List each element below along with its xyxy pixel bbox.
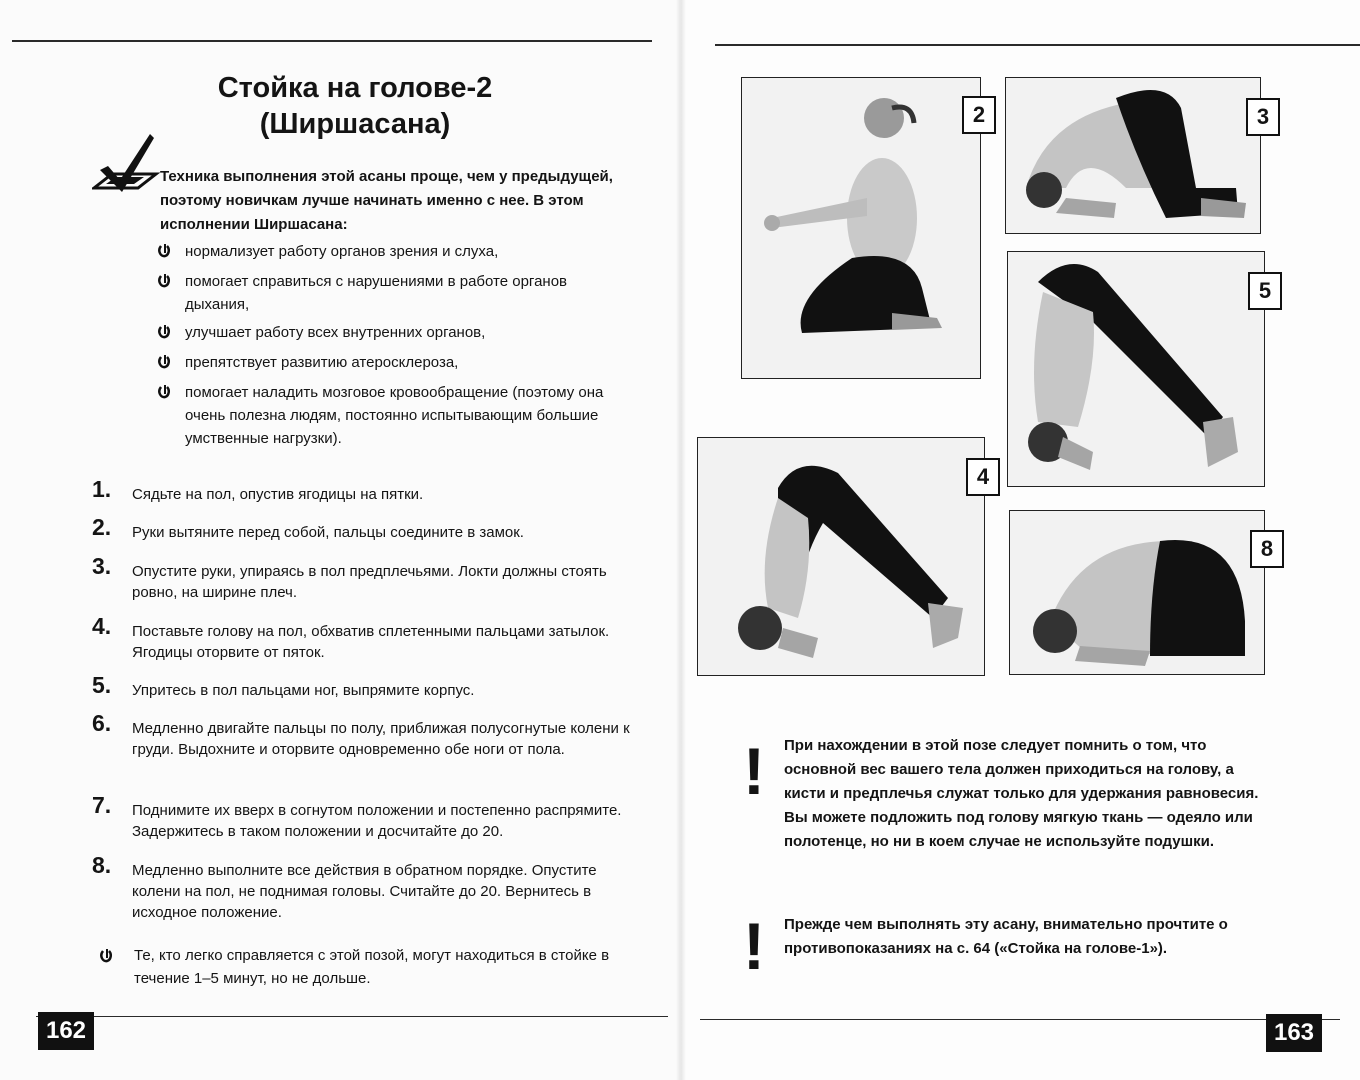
benefit-text: помогает справиться с нарушениями в работе органов дыхания, (185, 273, 568, 313)
top-rule (12, 40, 652, 42)
bullet-icon (158, 244, 172, 258)
note-item (100, 944, 630, 990)
step-text: Сядьте на пол, опустив ягодицы на пятки. (132, 486, 424, 503)
page-number-left: 162 (38, 1012, 94, 1050)
step-item (92, 710, 632, 760)
step-number: 8. (92, 852, 112, 878)
bullet-icon (158, 385, 172, 399)
photo-label-3: 3 (1246, 98, 1280, 136)
page-title (140, 70, 570, 142)
warning-text-1: При нахождении в этой позе следует помнить о том, что основной вес вашего тела должен приходиться на голову, а кисти и предплечья служат только для удержания равновесия. Вы можете подложить под голову мягкую ткань — одеяло или полотенце, но ни в коем случае не используйте подушки. (784, 737, 1259, 850)
photo-step-3 (1005, 77, 1261, 234)
benefit-item (158, 381, 628, 450)
step-number: 1. (92, 476, 112, 502)
step-text: Медленно двигайте пальцы по полу, приближая полусогнутые колени к груди. Выдохните и оторвите одновременно обе ноги от пола. (132, 720, 630, 758)
child-pose-icon (1010, 511, 1264, 674)
photo-step-5 (1007, 251, 1265, 487)
checkmark-icon (92, 130, 162, 200)
step-item (92, 514, 632, 543)
step-item (92, 792, 632, 842)
photo-label-5: 5 (1248, 272, 1282, 310)
step-number: 5. (92, 672, 112, 698)
step-number: 3. (92, 553, 112, 579)
photo-label-4: 4 (966, 458, 1000, 496)
step-text: Медленно выполните все действия в обратном порядке. Опустите колени на пол, не поднимая головы. Считайте до 20. Вернитесь в исходное положение. (132, 862, 597, 921)
benefit-text: нормализует работу органов зрения и слуха, (185, 243, 499, 260)
right-page (680, 0, 1360, 1080)
step-text: Поднимите их вверх в согнутом положении и постепенно распрямите. Задержитесь в таком положении и досчитайте до 20. (132, 802, 622, 840)
benefit-item (158, 351, 628, 374)
warning-icon: ! (743, 734, 765, 808)
benefit-text: улучшает работу всех внутренних органов, (185, 324, 486, 341)
step-item (92, 613, 632, 663)
step-number: 4. (92, 613, 112, 639)
top-rule (715, 44, 1360, 46)
photo-step-2 (741, 77, 981, 379)
step-text: Руки вытяните перед собой, пальцы соедините в замок. (132, 524, 524, 541)
intro-text: Техника выполнения этой асаны проще, чем у предыдущей, поэтому новичкам лучше начинать именно с нее. В этом исполнении Ширшасана: (160, 168, 613, 233)
hips-raised-legs-straight-icon (1008, 252, 1264, 486)
step-number: 7. (92, 792, 112, 818)
photo-label-8: 8 (1250, 530, 1284, 568)
photo-step-8 (1009, 510, 1265, 675)
kneeling-arms-extended-icon (742, 78, 980, 378)
step-number: 6. (92, 710, 112, 736)
photo-label-2: 2 (962, 96, 996, 134)
bottom-rule (36, 1016, 668, 1017)
warning-icon: ! (743, 909, 765, 983)
head-down-forearms-icon (1006, 78, 1260, 233)
step-item (92, 476, 632, 505)
bullet-icon (158, 355, 172, 369)
title-line-1: Стойка на голове-2 (217, 72, 493, 104)
bullet-icon (100, 949, 114, 963)
bullet-icon (158, 325, 172, 339)
step-text: Упритесь в пол пальцами ног, выпрямите корпус. (132, 682, 475, 699)
photo-step-4 (697, 437, 985, 676)
step-text: Поставьте голову на пол, обхватив сплетенными пальцами затылок. Ягодицы оторвите от пяток. (132, 623, 610, 661)
bottom-rule (700, 1019, 1340, 1020)
walking-feet-closer-icon (698, 438, 984, 675)
title-line-2: (Ширшасана) (259, 108, 451, 140)
page-number-right: 163 (1266, 1014, 1322, 1052)
benefit-text: помогает наладить мозговое кровообращение (поэтому она очень полезна людям, постоянно испытывающим большие умственные нагрузки). (185, 384, 604, 447)
step-text: Опустите руки, упираясь в пол предплечьями. Локти должны стоять ровно, на ширине плеч. (132, 563, 607, 601)
step-number: 2. (92, 514, 112, 540)
benefit-item (158, 321, 628, 344)
benefit-item (158, 240, 628, 263)
step-item (92, 852, 632, 923)
step-item (92, 553, 632, 603)
note-text: Те, кто легко справляется с этой позой, могут находиться в стойке в течение 1–5 минут, но не дольше. (134, 947, 610, 987)
step-item (92, 672, 632, 701)
warning-text-2: Прежде чем выполнять эту асану, внимательно прочтите о противопоказаниях на с. 64 («Стойка на голове-1»). (784, 916, 1228, 957)
book-gutter (676, 0, 686, 1080)
benefit-text: препятствует развитию атеросклероза, (185, 354, 459, 371)
bullet-icon (158, 274, 172, 288)
benefit-item (158, 270, 628, 316)
